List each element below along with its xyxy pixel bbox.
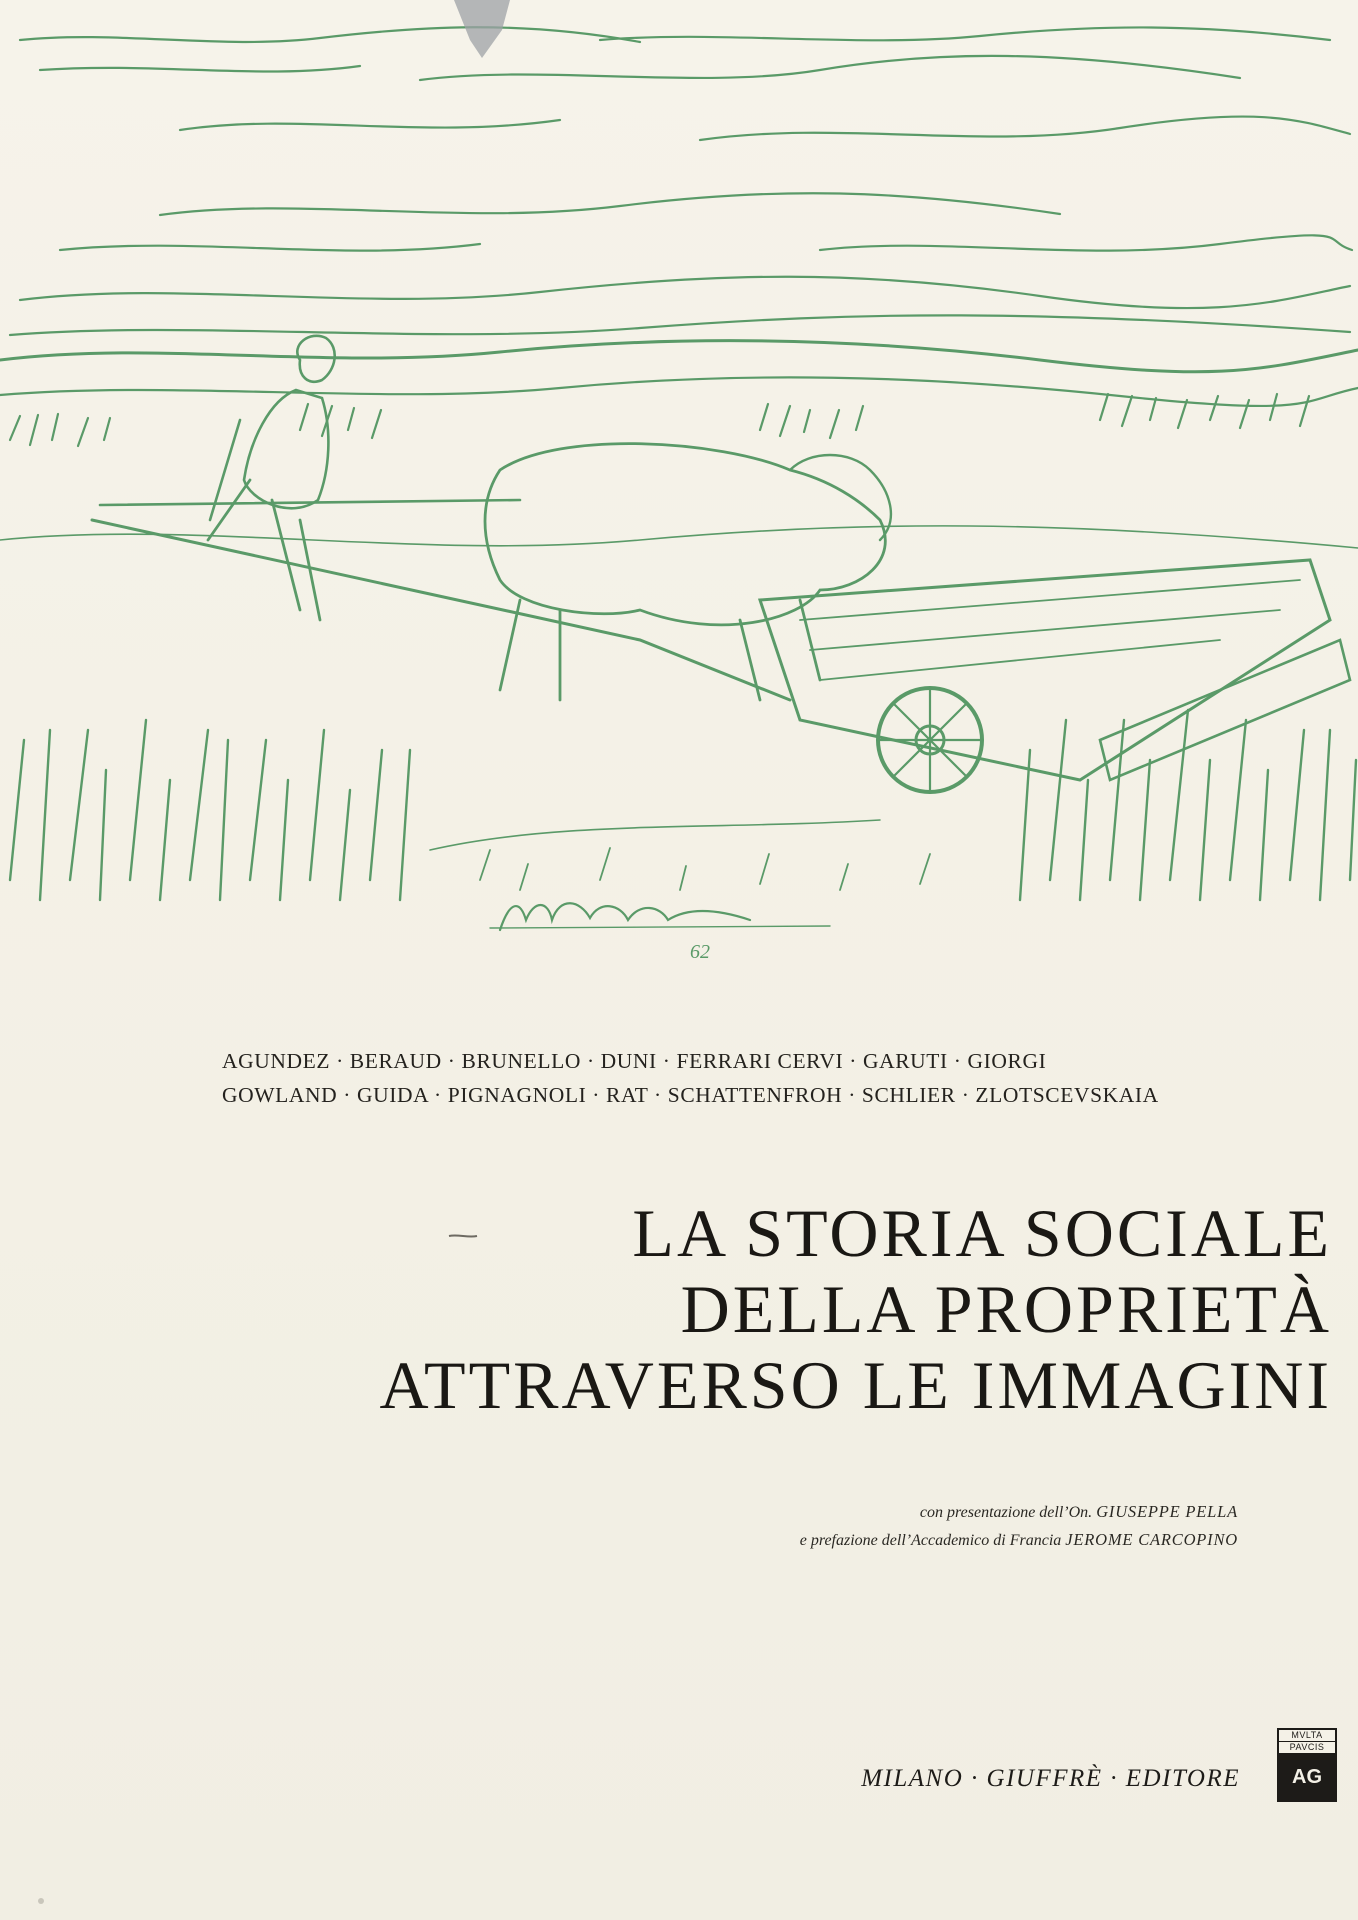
presentation-credit <box>538 1498 1238 1526</box>
author-list <box>222 1044 1242 1112</box>
title-line-2: DELLA PROPRIETÀ <box>680 1271 1332 1347</box>
smudge-mark <box>38 1898 44 1904</box>
title-line-1: LA STORIA SOCIALE <box>632 1195 1332 1271</box>
worn-corner-mark <box>452 0 512 60</box>
credits <box>538 1498 1238 1554</box>
author-line-2: GOWLAND · GUIDA · PIGNAGNOLI · RAT · SCHATTENFROH · SCHLIER · ZLOTSCEVSKAIA <box>222 1083 1159 1107</box>
presentation-name: GIUSEPPE PELLA <box>1096 1502 1238 1521</box>
logo-line-2: PAVCIS <box>1279 1742 1335 1754</box>
presentation-prefix: con presentazione dell’On. <box>919 1504 1093 1521</box>
author-line-1: AGUNDEZ · BERAUD · BRUNELLO · DUNI · FERRARI CERVI · GARUTI · GIORGI <box>222 1049 1047 1073</box>
signature-year: 62 <box>690 941 710 963</box>
signature-text: Pietro Pagliari <box>557 990 563 991</box>
publisher-imprint: MILANO · GIUFFRÈ · EDITORE <box>861 1765 1240 1792</box>
logo-monogram: AG <box>1279 1754 1335 1800</box>
logo-line-1: MVLTA <box>1279 1730 1335 1742</box>
preface-name: JEROME CARCOPINO <box>1065 1530 1238 1549</box>
preface-credit <box>538 1526 1238 1554</box>
title-line-3: ATTRAVERSO LE IMMAGINI <box>379 1347 1332 1423</box>
publisher-logo <box>1277 1728 1337 1802</box>
book-title <box>132 1195 1332 1423</box>
preface-prefix: e prefazione dell’Accademico di Francia <box>799 1532 1062 1549</box>
